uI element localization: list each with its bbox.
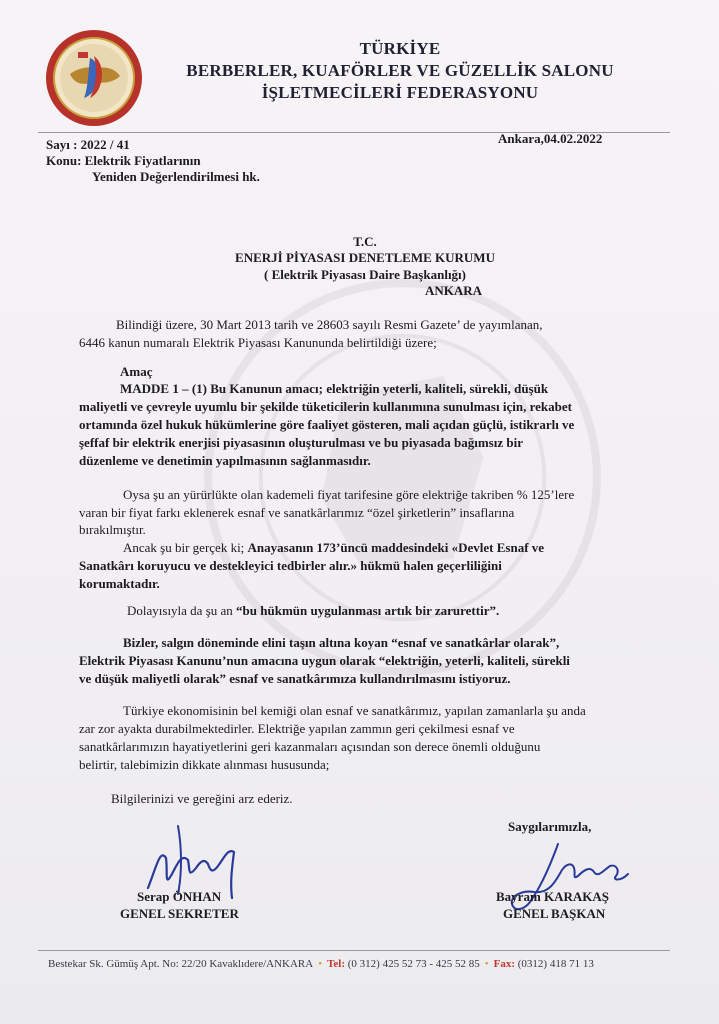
sayi-label: Sayı <box>46 137 70 152</box>
bizler-line-1: Bizler, salgın döneminde elini taşın altına koyan “esnaf ve sanatkârlar olarak”, <box>123 635 560 650</box>
footer-contact <box>48 958 594 970</box>
footer-fax-value: (0312) 418 71 13 <box>517 958 594 970</box>
footer-separator-icon: • <box>318 958 323 970</box>
bizler-line-3: ve düşük maliyetli olarak” esnaf ve sanatkârımıza kullandırılmasını istiyoruz. <box>79 671 511 686</box>
turkiye-line-1: Türkiye ekonomisinin bel kemiği olan esnaf ve sanatkârımız, yapılan zamanlarla şu anda <box>123 703 586 718</box>
subject-line <box>46 153 201 169</box>
left-signatory-name: Serap ÖNHAN <box>137 889 222 904</box>
recipient-institution: ENERJİ PİYASASI DENETLEME KURUMU <box>235 250 495 265</box>
footer-address: Bestekar Sk. Gümüş Apt. No: 22/20 Kavaklıdere/ANKARA <box>48 958 314 970</box>
madde-line-1: MADDE 1 – (1) Bu Kanunun amacı; elektriğin yeterli, kaliteli, sürekli, düşük <box>120 381 549 396</box>
oysa-line-1: Oysa şu an yürürlükte olan kademeli fiyat tarifesine göre elektriğe takriben % 125’lere <box>123 487 575 502</box>
letterhead-title <box>160 38 640 104</box>
sayi-value: : 2022 / 41 <box>73 137 130 152</box>
subject-text-2: Yeniden Değerlendirilmesi hk. <box>92 169 260 184</box>
ancak-line-3: korumaktadır. <box>79 576 160 591</box>
madde-line-4: şeffaf bir elektrik enerjisi piyasasının oluşturulması ve bu piyasada bağımsız bir <box>79 435 523 450</box>
turkiye-line-3: sanatkârlarımızın hayatiyetlerini geri kazanmaları açısından son derece önemli olduğunu <box>79 739 541 754</box>
dolayisiyla-line <box>127 602 647 620</box>
dolayisiyla-emphasis: “bu hükmün uygulanması artık bir zarurettir”. <box>236 603 500 618</box>
turkiye-line-4: belirtir, talebimizin dikkate alınması hususunda; <box>79 757 330 772</box>
ancak-line-1 <box>123 539 643 557</box>
ancak-line-2: Sanatkârı koruyucu ve destekleyici tedbirler alır.» hükmü halen geçerliliğini <box>79 558 502 573</box>
regards-line: Saygılarımızla, <box>508 819 592 834</box>
recipient-city: ANKARA <box>425 283 483 298</box>
turkiye-line-2: zar zor ayakta durabilmektedirler. Elektriğe yapılan zammın geri çekilmesi esnaf ve <box>79 721 515 736</box>
madde-line-2: maliyetli ve çevreyle uyumlu bir şekilde tüketicilerin kullanımına sunulması için, rekabet <box>79 399 572 414</box>
left-signatory-title: GENEL SEKRETER <box>120 906 239 921</box>
footer-tel-label: Tel: <box>327 958 345 970</box>
subject-label: Konu: <box>46 153 82 168</box>
letter-date: Ankara,04.02.2022 <box>498 131 603 146</box>
oysa-line-3: bırakılmıştır. <box>79 522 146 537</box>
footer-fax-label: Fax: <box>493 958 515 970</box>
footer-divider <box>38 950 670 951</box>
right-signatory-name: Bayram KARAKAŞ <box>496 889 610 904</box>
footer-separator-icon: • <box>484 958 489 970</box>
ancak-intro: Ancak şu bir gerçek ki; <box>123 540 245 555</box>
ancak-emphasis: Anayasanın 173’üncü maddesindeki «Devlet Esnaf ve <box>247 540 545 555</box>
oysa-line-2: varan bir fiyat farkı eklenerek esnaf ve sanatkârlarımız “özel şirketlerin” insaflarına <box>79 505 515 520</box>
closing-line: Bilgilerinizi ve gereğini arz ederiz. <box>111 791 293 806</box>
right-signatory-title: GENEL BAŞKAN <box>503 906 606 921</box>
recipient-department: ( Elektrik Piyasası Daire Başkanlığı) <box>264 267 466 282</box>
madde-line-3: ortamında özel hukuk hükümlerine göre faaliyet gösteren, mali açıdan güçlü, istikrarlı ve <box>79 417 575 432</box>
sayi-line <box>46 137 130 153</box>
madde-line-5: düzenleme ve denetimin yapılmasının sağlanmasıdır. <box>79 453 371 468</box>
amac-heading: Amaç <box>120 364 153 379</box>
letterhead-line-1: TÜRKİYE <box>359 39 441 58</box>
letterhead-line-3: İŞLETMECİLERİ FEDERASYONU <box>261 83 539 102</box>
subject-text-1: Elektrik Fiyatlarının <box>84 153 201 168</box>
letterhead-line-2: BERBERLER, KUAFÖRLER VE GÜZELLİK SALONU <box>186 61 614 80</box>
intro-line-1: Bilindiği üzere, 30 Mart 2013 tarih ve 28603 sayılı Resmi Gazete’ de yayımlanan, <box>116 317 543 332</box>
bizler-line-2: Elektrik Piyasası Kanunu’nun amacına uygun olarak “elektriğin, yeterli, kaliteli, sürekli <box>79 653 570 668</box>
dolayisiyla-intro: Dolayısıyla da şu an <box>127 603 233 618</box>
intro-line-2: 6446 kanun numaralı Elektrik Piyasası Kanununda belirtildiği üzere; <box>79 335 437 350</box>
recipient-tc: T.C. <box>353 234 377 249</box>
federation-logo-icon <box>44 28 144 128</box>
footer-tel-value: (0 312) 425 52 73 - 425 52 85 <box>347 958 480 970</box>
